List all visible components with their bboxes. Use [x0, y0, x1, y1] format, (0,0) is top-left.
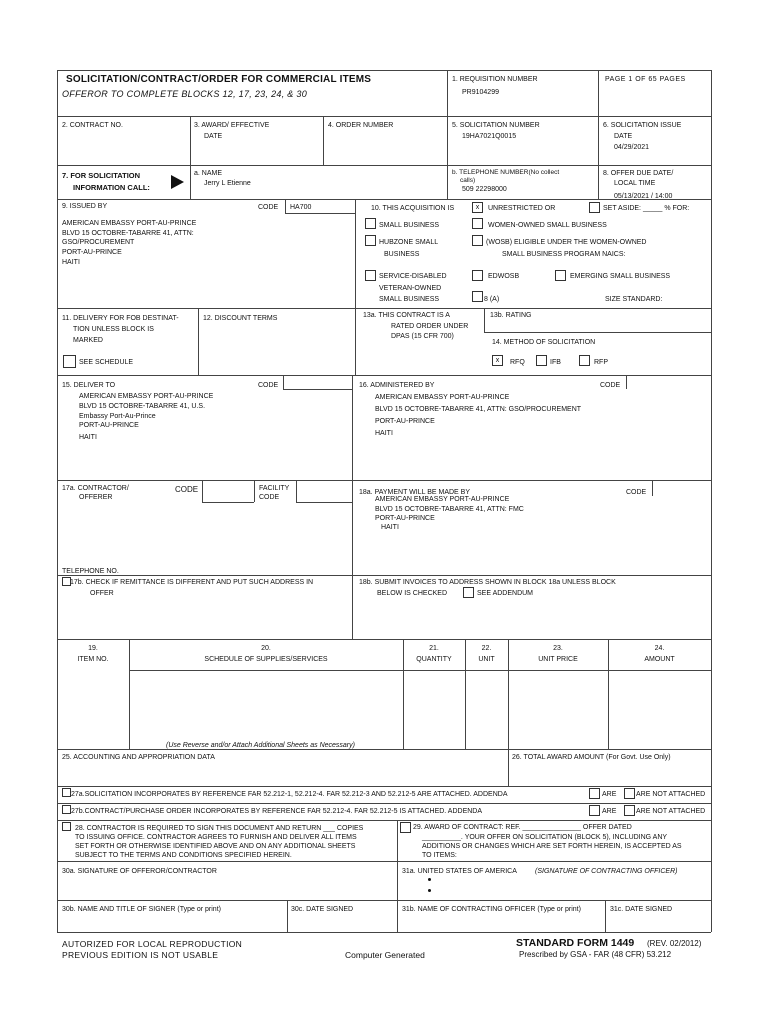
wosb-label: WOMEN-OWNED SMALL BUSINESS	[488, 222, 607, 229]
requisition-label: 1. REQUISITION NUMBER	[452, 76, 538, 83]
payment-line: AMERICAN EMBASSY PORT-AU-PRINCE	[375, 496, 510, 503]
payment-line: PORT-AU-PRINCE	[375, 515, 435, 522]
schedule-note: (Use Reverse and/or Attach Additional Sheets as Necessary)	[166, 742, 355, 749]
edwosb-checkbox[interactable]	[472, 270, 483, 281]
sdvosb-label2: VETERAN-OWNED	[379, 285, 442, 292]
standard-form-number: STANDARD FORM 1449	[516, 937, 635, 949]
telephone-label: b. TELEPHONE NUMBER(No collect	[452, 169, 560, 176]
col-amount-num: 24.	[654, 645, 665, 652]
28-checkbox[interactable]	[62, 822, 71, 831]
administered-line: PORT-AU-PRINCE	[375, 418, 435, 425]
telephone-no-label: TELEPHONE NO.	[62, 568, 119, 575]
set-aside-checkbox[interactable]	[589, 202, 600, 213]
27b-are-not-label: ARE NOT ATTACHED	[636, 808, 706, 815]
computer-generated: Computer Generated	[345, 950, 425, 960]
rated-order-label2: RATED ORDER UNDER	[391, 323, 469, 330]
method-label: 14. METHOD OF SOLICITATION	[492, 339, 596, 346]
wosb-eligible-label: (WOSB) ELIGIBLE UNDER THE WOMEN-OWNED	[486, 239, 647, 246]
rfp-checkbox[interactable]	[579, 355, 590, 366]
deliver-to-line: BLVD 15 OCTOBRE-TABARRE 41, U.S.	[79, 403, 206, 410]
31c-label: 31c. DATE SIGNED	[610, 906, 673, 913]
issued-by-code-value[interactable]: HA700	[290, 204, 312, 211]
contractor-label: 17a. CONTRACTOR/	[62, 485, 129, 492]
28-line: 28. CONTRACTOR IS REQUIRED TO SIGN THIS DOCUMENT AND RETURN ___ COPIES	[75, 825, 364, 832]
issued-by-code-label: CODE	[258, 204, 279, 211]
contact-name-label: a. NAME	[194, 170, 223, 177]
col-item-no: ITEM NO.	[77, 656, 109, 663]
deliver-to-code-label: CODE	[258, 382, 279, 389]
previous-edition: PREVIOUS EDITION IS NOT USABLE	[62, 950, 219, 960]
due-date-value[interactable]: 05/13/2021 / 14:00	[614, 193, 673, 200]
issue-date-label2: DATE	[614, 133, 633, 140]
contractor-code-label: CODE	[175, 485, 199, 494]
solicitation-number-value[interactable]: 19HA7021Q0015	[462, 133, 517, 140]
27a-are-checkbox[interactable]	[589, 788, 600, 799]
col-unit-price-num: 23.	[553, 645, 563, 652]
remittance-label2: OFFER	[90, 590, 114, 597]
contractor-label2: OFFERER	[79, 494, 113, 501]
payment-line: BLVD 15 OCTOBRE-TABARRE 41, ATTN: FMC	[375, 506, 524, 513]
facility-code-label: FACILITY	[259, 485, 290, 492]
issued-by-line: HAITI	[62, 259, 80, 266]
authorized-reproduction: AUTORIZED FOR LOCAL REPRODUCTION	[62, 939, 243, 949]
order-number-label: 4. ORDER NUMBER	[328, 122, 394, 129]
28-line: TO ISSUING OFFICE. CONTRACTOR AGREES TO FURNISH AND DELIVER ALL ITEMS	[75, 834, 357, 841]
27b-are-label: ARE	[602, 808, 617, 815]
wosb-eligible-checkbox[interactable]	[472, 235, 483, 246]
see-schedule-label: SEE SCHEDULE	[79, 359, 134, 366]
27b-are-checkbox[interactable]	[589, 805, 600, 816]
col-schedule: SCHEDULE OF SUPPLIES/SERVICES	[204, 656, 328, 663]
payment-line: HAITI	[381, 524, 399, 531]
sdvosb-checkbox[interactable]	[365, 270, 376, 281]
bullet-icon	[428, 878, 431, 881]
31b-label: 31b. NAME OF CONTRACTING OFFICER (Type or print)	[402, 906, 581, 913]
telephone-label2: calls)	[460, 177, 476, 184]
submit-invoices-label: 18b. SUBMIT INVOICES TO ADDRESS SHOWN IN BLOCK 18a UNLESS BLOCK	[359, 579, 616, 586]
29-line: ADDITIONS OR CHANGES WHICH ARE SET FORTH HEREIN, IS ACCEPTED AS	[422, 843, 682, 850]
see-addendum-label: SEE ADDENDUM	[477, 590, 534, 597]
form-revision: (REV. 02/2012)	[647, 939, 702, 948]
29-line: 29. AWARD OF CONTRACT: REF. _______________ OFFER DATED	[413, 824, 632, 831]
col-unit-num: 22.	[481, 645, 492, 652]
31a-label: 31a. UNITED STATES OF AMERICA	[402, 868, 517, 875]
ifb-label: IFB	[550, 359, 561, 366]
sdvosb-label: SERVICE-DISABLED	[379, 273, 447, 280]
unrestricted-label: UNRESTRICTED OR	[488, 205, 556, 212]
unrestricted-checkbox[interactable]: x	[472, 202, 483, 213]
hubzone-label2: BUSINESS	[384, 251, 420, 258]
administered-by-label: 16. ADMINISTERED BY	[359, 382, 435, 389]
form-title: SOLICITATION/CONTRACT/ORDER FOR COMMERCIAL ITEMS	[66, 74, 372, 85]
administered-line: AMERICAN EMBASSY PORT-AU-PRINCE	[375, 394, 510, 401]
emerging-label: EMERGING SMALL BUSINESS	[570, 273, 671, 280]
payment-code-label: CODE	[626, 489, 647, 496]
rfq-label: RFQ	[510, 359, 525, 366]
col-schedule-num: 20.	[261, 645, 271, 652]
contract-no-label: 2. CONTRACT NO.	[62, 122, 123, 129]
delivery-fob-label: 11. DELIVERY FOR FOB DESTINAT-	[62, 315, 179, 322]
issued-by-label: 9. ISSUED BY	[62, 203, 108, 210]
administered-code-label: CODE	[600, 382, 621, 389]
rfq-checkbox[interactable]: x	[492, 355, 503, 366]
8a-label: 8 (A)	[484, 296, 500, 303]
29-checkbox[interactable]	[400, 822, 411, 833]
27b-label: 27b.CONTRACT/PURCHASE ORDER INCORPORATES BY REFERENCE FAR 52.212-4. FAR 52.212-5 IS ATTACHED. ADDENDA	[71, 808, 483, 815]
rated-order-label: 13a. THIS CONTRACT IS A	[363, 312, 450, 319]
issued-by-line: BLVD 15 OCTOBRE-TABARRE 41, ATTN:	[62, 230, 194, 237]
hubzone-label: HUBZONE SMALL	[379, 239, 439, 246]
col-quantity: QUANTITY	[416, 656, 452, 663]
telephone-value[interactable]: 509 22298000	[462, 186, 507, 193]
30a-label: 30a. SIGNATURE OF OFFEROR/CONTRACTOR	[62, 868, 217, 875]
col-quantity-num: 21.	[429, 645, 439, 652]
delivery-fob-label2: TION UNLESS BLOCK IS	[73, 326, 154, 333]
page-count: PAGE 1 OF 65 PAGES	[605, 76, 686, 83]
deliver-to-line: HAITI	[79, 434, 97, 441]
issue-date-label: 6. SOLICITATION ISSUE	[603, 122, 682, 129]
small-business-checkbox[interactable]	[365, 218, 376, 229]
administered-line: HAITI	[375, 430, 393, 437]
set-aside-label: SET ASIDE: _____ % FOR:	[603, 205, 690, 212]
bullet-icon	[428, 889, 431, 892]
hubzone-checkbox[interactable]	[365, 235, 376, 246]
rated-order-label3: DPAS (15 CFR 700)	[391, 333, 454, 340]
requisition-value[interactable]: PR9104299	[462, 89, 499, 96]
delivery-fob-label3: MARKED	[73, 337, 103, 344]
total-award-label: 26. TOTAL AWARD AMOUNT (For Govt. Use Only)	[512, 754, 671, 761]
issued-by-line: AMERICAN EMBASSY PORT-AU-PRINCE	[62, 220, 197, 227]
discount-terms-label: 12. DISCOUNT TERMS	[203, 315, 278, 322]
28-line: SUBJECT TO THE TERMS AND CONDITIONS SPECIFIED HEREIN.	[75, 852, 292, 859]
30b-label: 30b. NAME AND TITLE OF SIGNER (Type or print)	[62, 906, 221, 913]
deliver-to-line: AMERICAN EMBASSY PORT-AU-PRINCE	[79, 393, 214, 400]
rfp-label: RFP	[594, 359, 608, 366]
28-line: SET FORTH OR OTHERWISE IDENTIFIED ABOVE AND ON ANY ADDITIONAL SHEETS	[75, 843, 356, 850]
remittance-label: 17b. CHECK IF REMITTANCE IS DIFFERENT AND PUT SUCH ADDRESS IN	[70, 579, 314, 586]
deliver-to-line: PORT-AU-PRINCE	[79, 422, 139, 429]
small-business-label: SMALL BUSINESS	[379, 222, 440, 229]
size-standard-label: SIZE STANDARD:	[605, 296, 663, 303]
ifb-checkbox[interactable]	[536, 355, 547, 366]
award-date-label2: DATE	[204, 133, 223, 140]
accounting-label: 25. ACCOUNTING AND APPROPRIATION DATA	[62, 754, 215, 761]
27b-checkbox[interactable]	[62, 805, 71, 814]
edwosb-label: EDWOSB	[488, 273, 520, 280]
acquisition-label: 10. THIS ACQUISITION IS	[371, 205, 455, 212]
see-schedule-checkbox[interactable]	[63, 355, 76, 368]
27b-are-not-checkbox[interactable]	[624, 805, 635, 816]
30c-label: 30c. DATE SIGNED	[291, 906, 354, 913]
naics-label: SMALL BUSINESS PROGRAM NAICS:	[502, 251, 626, 258]
deliver-to-line: Embassy Port-Au-Prince	[79, 413, 156, 420]
wosb-checkbox[interactable]	[472, 218, 483, 229]
facility-code-label2: CODE	[259, 494, 280, 501]
col-item-no-num: 19.	[88, 645, 98, 652]
see-addendum-checkbox[interactable]	[463, 587, 474, 598]
27a-are-not-label: ARE NOT ATTACHED	[636, 791, 706, 798]
col-unit: UNIT	[478, 656, 495, 663]
col-unit-price: UNIT PRICE	[538, 656, 578, 663]
award-date-label: 3. AWARD/ EFFECTIVE	[194, 122, 270, 129]
27a-are-label: ARE	[602, 791, 617, 798]
info-call-label2: INFORMATION CALL:	[73, 183, 150, 192]
due-date-label: 8. OFFER DUE DATE/	[603, 170, 674, 177]
29-line: __________. YOUR OFFER ON SOLICITATION (BLOCK 5), INCLUDING ANY	[422, 834, 668, 841]
col-amount: AMOUNT	[644, 656, 675, 663]
issue-date-value[interactable]: 04/29/2021	[614, 144, 650, 151]
administered-line: BLVD 15 OCTOBRE-TABARRE 41, ATTN: GSO/PROCUREMENT	[375, 406, 582, 413]
prescribed-by: Prescribed by GSA - FAR (48 CFR) 53.212	[519, 950, 672, 959]
8a-checkbox[interactable]	[472, 291, 483, 302]
sdvosb-label3: SMALL BUSINESS	[379, 296, 440, 303]
29-line: TO ITEMS:	[422, 852, 457, 859]
contact-name-value[interactable]: Jerry L Etienne	[204, 180, 251, 187]
27a-are-not-checkbox[interactable]	[624, 788, 635, 799]
submit-invoices-label2: BELOW IS CHECKED	[377, 590, 448, 597]
deliver-to-label: 15. DELIVER TO	[62, 382, 116, 389]
31a-italic-label: (SIGNATURE OF CONTRACTING OFFICER)	[535, 868, 678, 875]
solicitation-number-label: 5. SOLICITATION NUMBER	[452, 122, 540, 129]
issued-by-line: PORT-AU-PRINCE	[62, 249, 122, 256]
27a-label: 27a.SOLICITATION INCORPORATES BY REFERENCE FAR 52.212-1, 52.212-4. FAR 52.212-3 AND 52.212-5 ARE ATTACHED. ADDENDA	[71, 791, 508, 798]
payment-label: 18a. PAYMENT WILL BE MADE BY	[359, 489, 470, 496]
27a-checkbox[interactable]	[62, 788, 71, 797]
rating-label: 13b. RATING	[490, 312, 532, 319]
info-call-label: 7. FOR SOLICITATION	[62, 171, 141, 180]
emerging-checkbox[interactable]	[555, 270, 566, 281]
issued-by-line: GSO/PROCUREMENT	[62, 239, 135, 246]
form-subtitle: OFFEROR TO COMPLETE BLOCKS 12, 17, 23, 24, & 30	[62, 89, 308, 99]
due-date-label2: LOCAL TIME	[614, 180, 656, 187]
arrow-right-icon	[171, 175, 184, 189]
